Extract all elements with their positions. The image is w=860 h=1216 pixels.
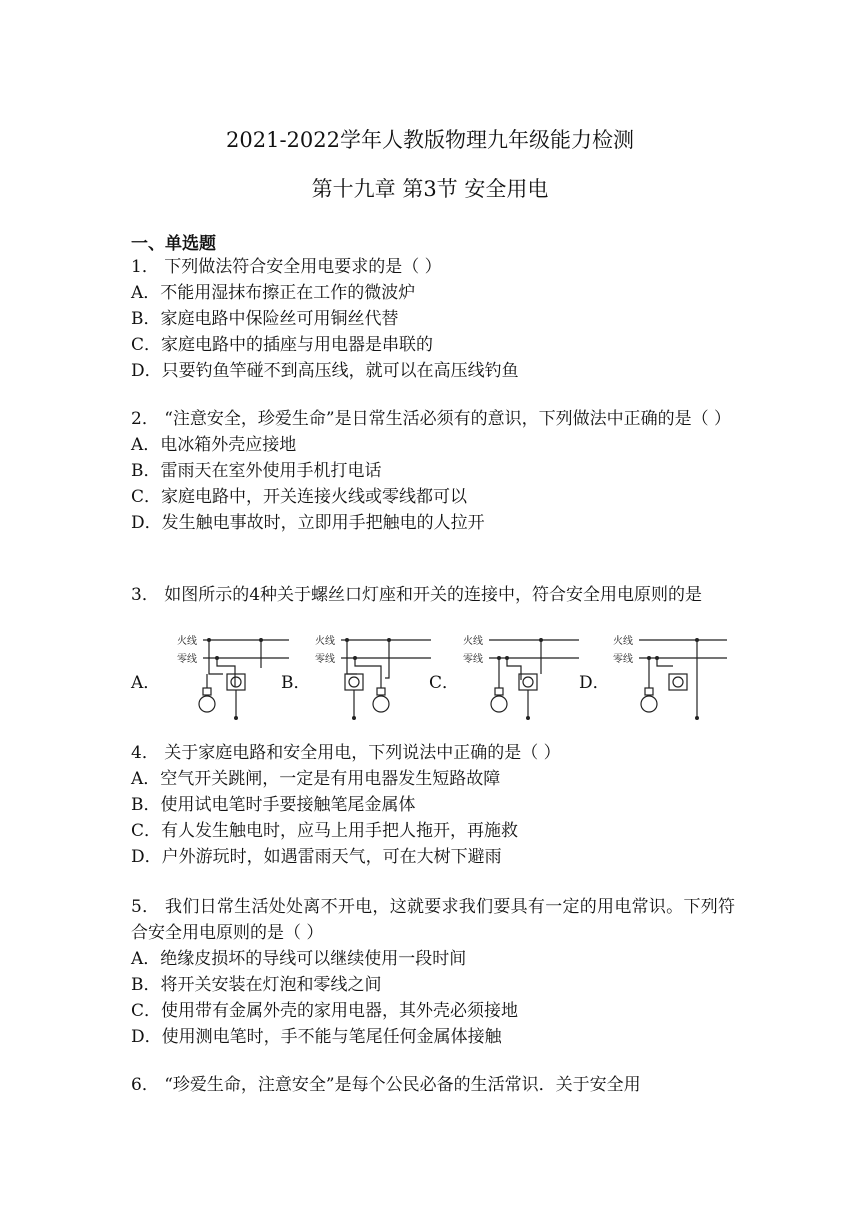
question-3: [131, 582, 735, 608]
option-c: C．家庭电路中，开关连接火线或零线都可以: [131, 487, 468, 507]
neutral-wire-label: 零线: [315, 654, 335, 665]
option-c: C．有人发生触电时，应马上用手把人拖开，再施救: [131, 821, 519, 841]
option-c: C．使用带有金属外壳的家用电器，其外壳必须接地: [131, 1001, 519, 1021]
question-5: [131, 894, 735, 1050]
option-a: A．空气开关跳闸，一定是有用电器发生短路故障: [131, 769, 501, 789]
option-c: C．家庭电路中的插座与用电器是串联的: [131, 335, 434, 355]
option-b: B．家庭电路中保险丝可用铜丝代替: [131, 309, 399, 329]
neutral-wire-label: 零线: [463, 654, 483, 665]
option-b: B．使用试电笔时手要接触笔尾金属体: [131, 795, 416, 815]
section-heading: 一、单选题: [131, 234, 216, 254]
option-c-label: C．: [429, 673, 460, 693]
question-stem: 3． 如图所示的4种关于螺丝口灯座和开关的连接中，符合安全用电原则的是: [131, 585, 703, 605]
option-d: D．户外游玩时，如遇雷雨天气，可在大树下避雨: [131, 847, 502, 867]
option-b: B．雷雨天在室外使用手机打电话: [131, 461, 382, 481]
neutral-wire-label: 零线: [177, 654, 197, 665]
document-title: 2021-2022学年人教版物理九年级能力检测: [226, 128, 634, 152]
circuit-diagram-d: [613, 632, 731, 724]
question-6: [131, 1072, 735, 1098]
option-d-label: D．: [579, 673, 610, 693]
circuit-diagram-c: [463, 632, 583, 724]
circuit-diagram-b: [315, 632, 435, 724]
question-stem: 2． “注意安全，珍爱生命”是日常生活必须有的意识，下列做法中正确的是（ ）: [131, 409, 732, 429]
live-wire-label: 火线: [177, 636, 197, 647]
question-2: [131, 406, 735, 536]
document-subtitle: 第十九章 第3节 安全用电: [311, 177, 549, 201]
option-b: B．将开关安装在灯泡和零线之间: [131, 975, 382, 995]
live-wire-label: 火线: [463, 636, 483, 647]
live-wire-label: 火线: [613, 636, 633, 647]
question-4: [131, 740, 735, 870]
option-b-label: B．: [281, 673, 311, 693]
neutral-wire-label: 零线: [613, 654, 633, 665]
live-wire-label: 火线: [315, 636, 335, 647]
circuit-diagram-a: [177, 632, 293, 724]
option-d: D．发生触电事故时，立即用手把触电的人拉开: [131, 513, 485, 533]
question-1: [131, 254, 735, 384]
question-stem: 5． 我们日常生活处处离不开电，这就要求我们要具有一定的用电常识。下列符合安全用电原则的是（ ）: [131, 897, 735, 943]
option-a: A．不能用湿抹布擦正在工作的微波炉: [131, 283, 416, 303]
question-stem: 4． 关于家庭电路和安全用电，下列说法中正确的是（ ）: [131, 743, 561, 763]
question-stem: 1． 下列做法符合安全用电要求的是（ ）: [131, 257, 442, 277]
option-a: A．绝缘皮损坏的导线可以继续使用一段时间: [131, 949, 467, 969]
option-a-label: A．: [131, 673, 161, 693]
option-a: A．电冰箱外壳应接地: [131, 435, 297, 455]
option-d: D．只要钓鱼竿碰不到高压线，就可以在高压线钓鱼: [131, 361, 519, 381]
circuit-diagrams: [131, 632, 735, 724]
option-d: D．使用测电笔时，手不能与笔尾任何金属体接触: [131, 1027, 502, 1047]
question-stem: 6． “珍爱生命，注意安全”是每个公民必备的生活常识．关于安全用: [131, 1075, 641, 1095]
